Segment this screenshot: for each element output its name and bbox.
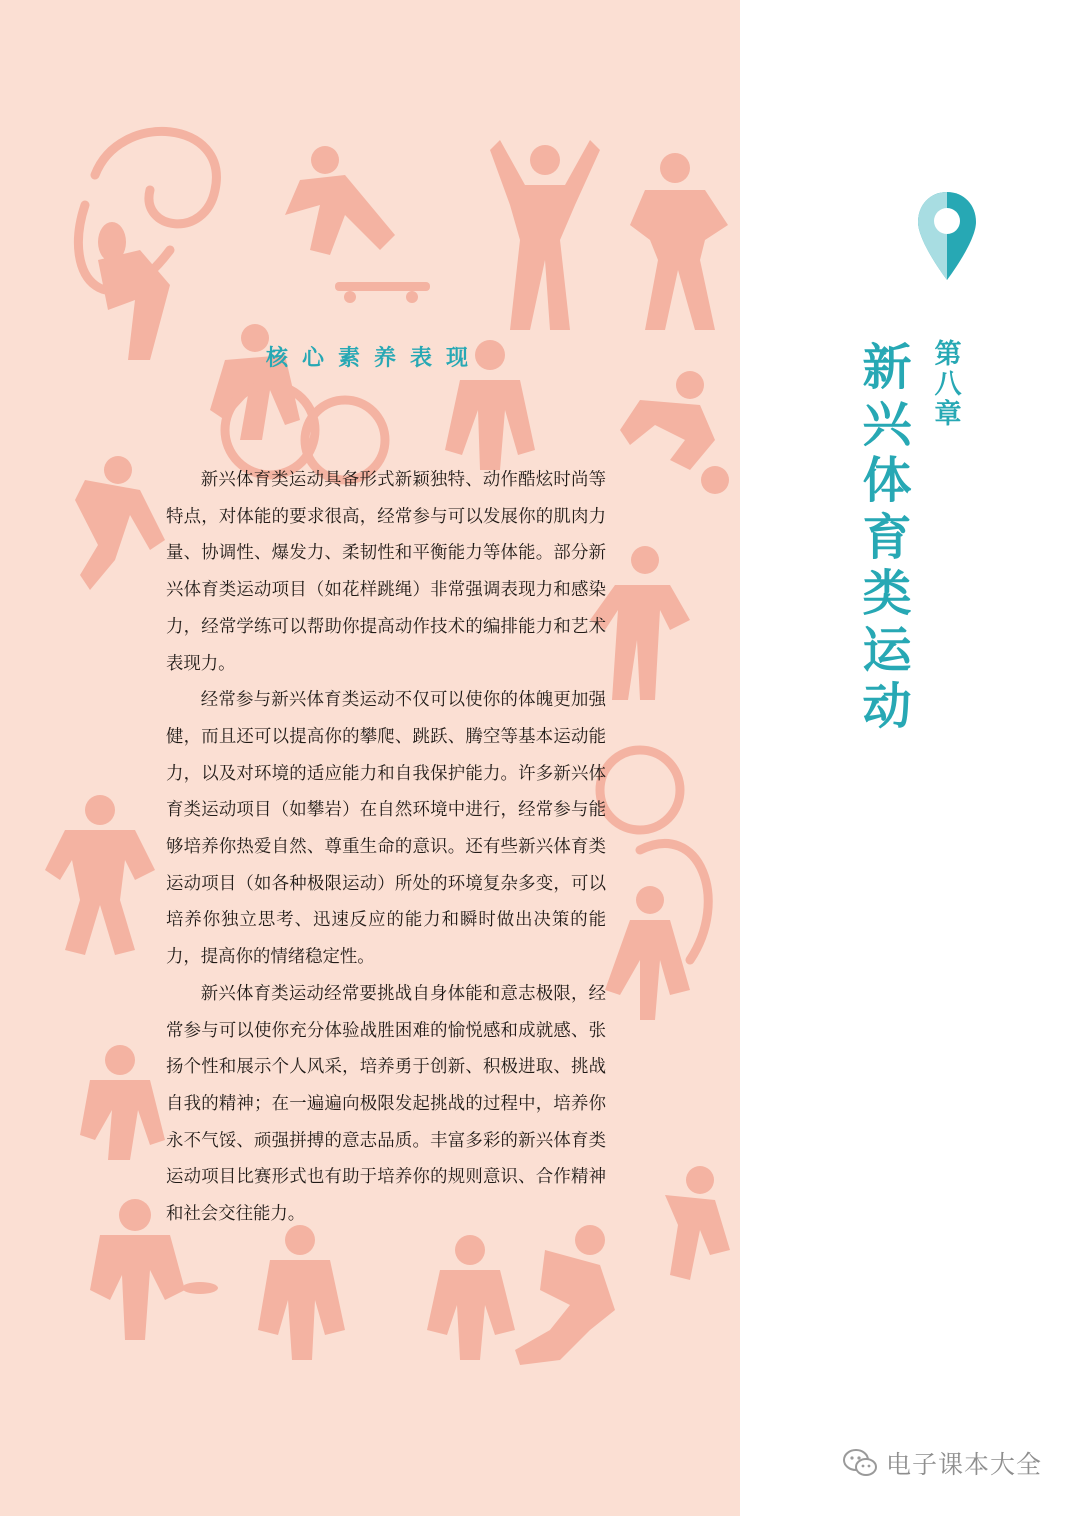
section-title: 核心素养表现	[266, 346, 483, 371]
wechat-icon	[842, 1448, 878, 1478]
vertical-char: 育	[862, 508, 912, 566]
map-pin-icon	[916, 190, 978, 282]
vertical-char: 动	[862, 678, 912, 735]
watermark-label: 电子课本大全	[886, 1450, 1043, 1479]
chapter-number	[930, 340, 966, 430]
paragraph-3: 新兴体育类运动经常要挑战自身体能和意志极限，经常参与可以使你充分体验战胜困难的愉悦感和成就感、张扬个性和展示个人风采，培养勇于创新、积极进取、挑战自我的精神；在一遍遍向极限发起挑战的过程中，培养你永不气馁、顽强拼搏的意志品质。丰富多彩的新兴体育类运动项目比赛形式也有助于培养你的规则意识、合作精神和社会交往能力。	[166, 983, 606, 1225]
vertical-char: 类	[862, 565, 912, 622]
body-text	[166, 462, 606, 1233]
chapter-title	[857, 340, 917, 736]
vertical-char: 新	[862, 339, 912, 396]
vertical-char: 八	[934, 369, 962, 400]
paragraph-1: 新兴体育类运动具备形式新颖独特、动作酷炫时尚等特点，对体能的要求很高，经常参与可以发展你的肌肉力量、协调性、爆发力、柔韧性和平衡能力等体能。部分新兴体育类运动项目（如花样跳绳）非常强调表现力和感染力，经常学练可以帮助你提高动作技术的编排能力和艺术表现力。	[166, 470, 606, 674]
vertical-char: 章	[934, 399, 962, 430]
paragraph-2: 经常参与新兴体育类运动不仅可以使你的体魄更加强健，而且还可以提高你的攀爬、跳跃、腾空等基本运动能力，以及对环境的适应能力和自我保护能力。许多新兴体育类运动项目（如攀岩）在自然环境中进行，经常参与能够培养你热爱自然、尊重生命的意识。还有些新兴体育类运动项目（如各种极限运动）所处的环境复杂多变，可以培养你独立思考、迅速反应的能力和瞬时做出决策的能力，提高你的情绪稳定性。	[166, 690, 606, 968]
vertical-char: 兴	[862, 395, 912, 453]
vertical-char: 体	[862, 452, 912, 509]
vertical-char: 第	[934, 339, 962, 370]
vertical-char: 运	[862, 621, 912, 679]
watermark	[842, 1446, 1042, 1480]
